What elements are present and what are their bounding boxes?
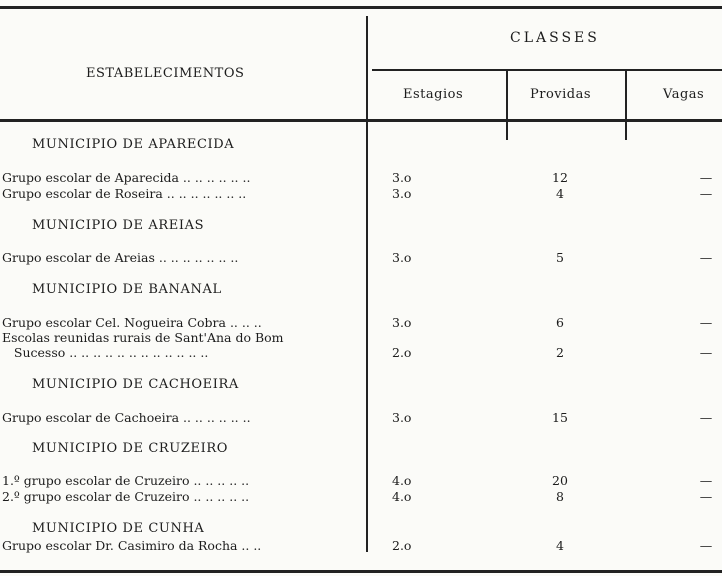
vagas-value: — [699,538,713,553]
providas-value: 12 [552,170,568,185]
vagas-value: — [699,315,713,330]
providas-value: 8 [556,489,564,504]
establishment-name: Grupo escolar Dr. Casimiro da Rocha .. .. [2,538,262,553]
header-vagas: Vagas [663,87,705,102]
table-row [0,330,722,346]
table-row [0,250,722,266]
estagio-value: 4.o [392,489,412,504]
estagio-value: 3.o [392,250,412,265]
estagio-value: 3.o [392,186,412,201]
municipio-heading: MUNICIPIO DE APARECIDA [32,137,235,152]
bottom-rule [0,570,722,573]
establishment-name: 1.º grupo escolar de Cruzeiro .. .. .. .. .. [2,473,250,488]
table-row [0,410,722,426]
classes-subrule [372,69,722,71]
establishment-name: 2.º grupo escolar de Cruzeiro .. .. .. .. .. [2,489,250,504]
providas-value: 5 [556,250,564,265]
table-row [0,489,722,505]
vagas-value: — [699,250,713,265]
table-row [0,186,722,202]
estagio-value: 3.o [392,170,412,185]
estagio-value: 2.o [392,538,412,553]
table-row [0,473,722,489]
providas-value: 4 [556,186,564,201]
top-rule [0,6,722,9]
table-row [0,538,722,554]
establishment-name: Grupo escolar de Aparecida .. .. .. .. .. .. [2,170,251,185]
table-row [0,315,722,331]
header-bottom-rule [0,119,722,122]
vagas-value: — [699,345,713,360]
establishment-name: Grupo escolar de Cachoeira .. .. .. .. .. .. [2,410,251,425]
providas-value: 15 [552,410,568,425]
header-estabelecimentos: ESTABELECIMENTOS [86,66,245,81]
municipio-heading: MUNICIPIO DE CRUZEIRO [32,441,228,456]
providas-divider [625,70,627,140]
estagio-value: 4.o [392,473,412,488]
municipio-heading: MUNICIPIO DE BANANAL [32,282,222,297]
header-estagios: Estagios [403,87,464,102]
header-classes: CLASSES [510,30,600,46]
estagios-divider [506,70,508,140]
vagas-value: — [699,186,713,201]
vagas-value: — [699,170,713,185]
providas-value: 4 [556,538,564,553]
header-providas: Providas [530,87,592,102]
establishment-name: Grupo escolar Cel. Nogueira Cobra .. .. .. [2,315,262,330]
table-row [0,345,722,361]
table-row [0,170,722,186]
estagio-value: 3.o [392,410,412,425]
vagas-value: — [699,473,713,488]
estab-divider [366,16,368,552]
establishment-name: Sucesso .. .. .. .. .. .. .. .. .. .. .. .. [2,345,209,360]
estagio-value: 2.o [392,345,412,360]
establishment-name: Escolas reunidas rurais de Sant'Ana do Bom [2,330,284,345]
providas-value: 20 [552,473,568,488]
municipio-heading: MUNICIPIO DE AREIAS [32,218,205,233]
establishment-name: Grupo escolar de Roseira .. .. .. .. .. .. .. [2,186,247,201]
establishment-name: Grupo escolar de Areias .. .. .. .. .. .. .. [2,250,239,265]
municipio-heading: MUNICIPIO DE CUNHA [32,521,205,536]
vagas-value: — [699,489,713,504]
providas-value: 2 [556,345,564,360]
vagas-value: — [699,410,713,425]
estagio-value: 3.o [392,315,412,330]
providas-value: 6 [556,315,564,330]
municipio-heading: MUNICIPIO DE CACHOEIRA [32,377,239,392]
